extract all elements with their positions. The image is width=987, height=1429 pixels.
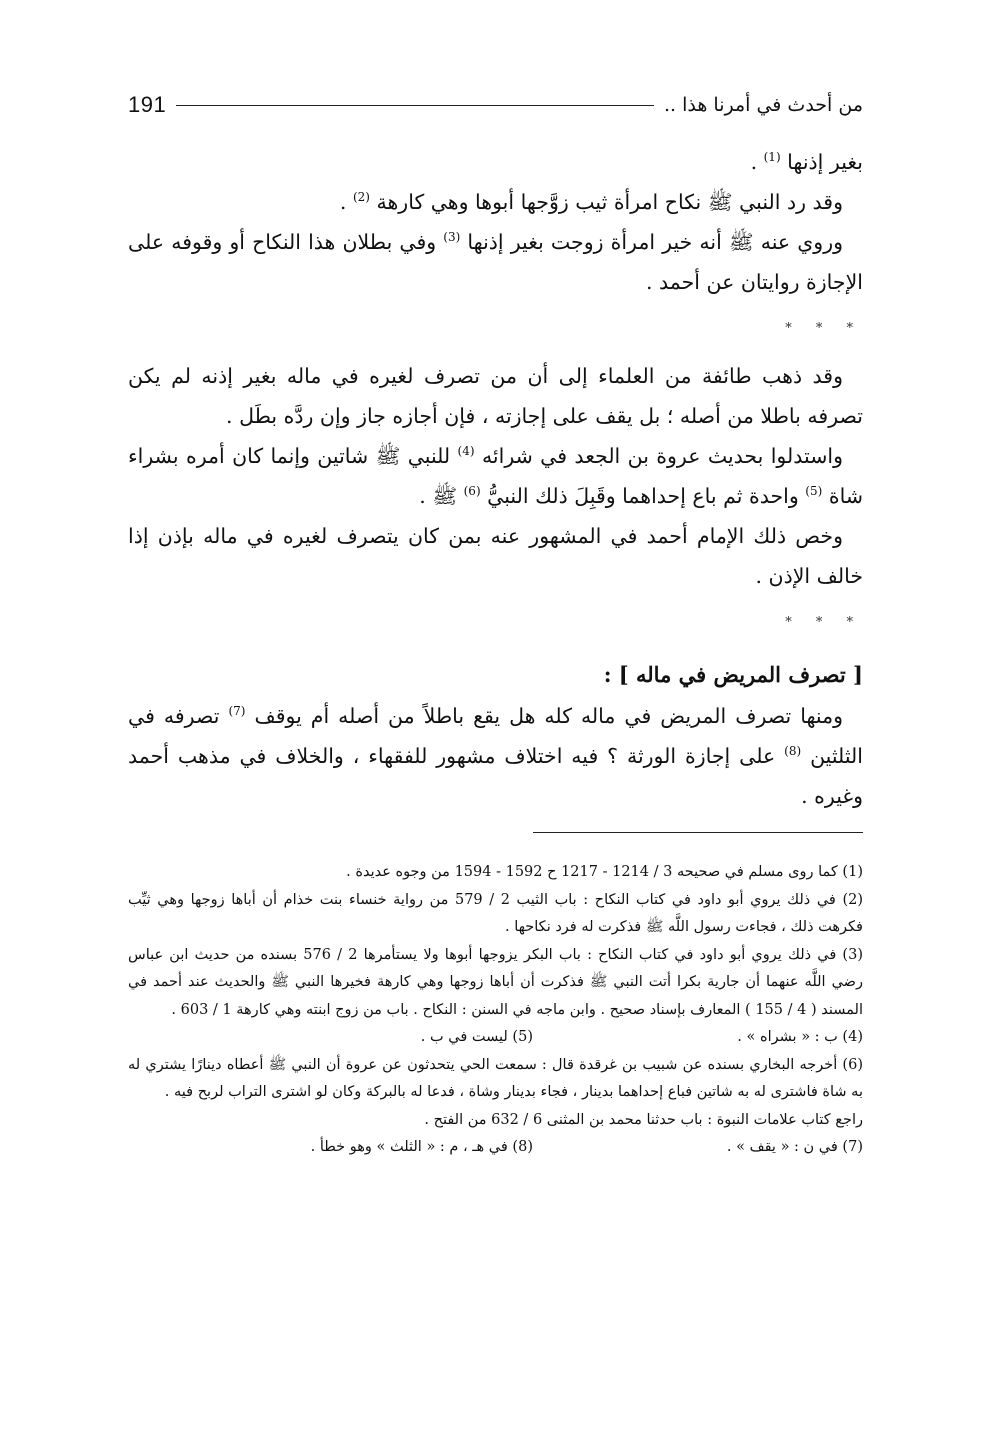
footnote-5: (5) ليست في ب .: [420, 1029, 533, 1045]
paragraph-6: وخص ذلك الإمام أحمد في المشهور عنه بمن كان يتصرف لغيره في ماله بإذن إذا خالف الإذن .: [128, 524, 863, 588]
footnotes: [128, 859, 863, 1162]
footnote-ref-3[interactable]: (3): [443, 230, 461, 245]
footnote-ref-7[interactable]: (7): [228, 704, 246, 719]
header-rule: [176, 105, 654, 106]
paragraph-5: واستدلوا بحديث عروة بن الجعد في شرائه $^{(4)}$ للنبي ﷺ شاتين وإنما كان أمره بشراء شاة $^{(5)}$ واحدة ثم باع إحداهما وقَبِلَ ذلك النبيُّ $^{(6)}$ ﷺ .: [128, 444, 863, 508]
footnote-ref-6[interactable]: (6): [463, 484, 481, 499]
footnote-7: (7) في ن : « يقف » .: [726, 1139, 863, 1155]
footnote-8: (8) في هـ ، م : « الثلث » وهو خطأ .: [310, 1139, 533, 1155]
footnote-row-4-5: [128, 1024, 863, 1052]
page-number: 191: [128, 92, 167, 117]
main-text: [128, 142, 863, 816]
section-separator-2: * * *: [785, 615, 863, 630]
footnote-1: (1) كما روى مسلم في صحيحه 3 / 1214 - 1217 ح 1592 - 1594 من وجوه عديدة .: [346, 864, 863, 880]
footnote-4: (4) ب : « بشراه » .: [737, 1029, 863, 1045]
footnote-separator: [533, 832, 863, 833]
footnote-2: (2) في ذلك يروي أبو داود في كتاب النكاح : باب الثيب 2 / 579 من رواية خنساء بنت خذام أن أباها زوجها وهي ثيِّب فكرهت ذلك ، فجاءت رسول اللَّه ﷺ فذكرت له فرد نكاحها .: [128, 891, 864, 935]
section-heading-title: تصرف المريض في ماله: [636, 662, 846, 687]
footnote-ref-4[interactable]: (4): [457, 444, 475, 459]
book-page: [128, 88, 863, 1162]
footnote-6: (6) أخرجه البخاري بسنده عن شبيب بن غرقدة قال : سمعت الحي يتحدثون عن عروة أن النبي ﷺ أعطاه دينارًا يشتري له به شاة فاشترى له به شاتين فباع إحداهما بدينار ، فجاء بدينار وشاة ، فدعا له بالبركة وكان لو اشترى التراب لربح فيه .: [128, 1056, 863, 1100]
paragraph-2: وقد رد النبي ﷺ نكاح امرأة ثيب زوَّجها أبوها وهي كارهة $^{(2)}$ .: [339, 190, 843, 214]
running-title: من أحدث في أمرنا هذا ..: [663, 94, 863, 116]
footnote-3: (3) في ذلك يروي أبو داود في كتاب النكاح : باب البكر يزوجها أبوها ولا يستأمرها 2 / 576 بسنده من حديث ابن عباس رضي اللَّه عنهما أن جارية بكرا أتت النبي ﷺ فذكرت أن أباها زوجها وهي كارهة فخيرها النبي ﷺ والحديث عند أحمد في المسند ( 4 / 155 ) المعارف بإسناد صحيح . وابن ماجه في السنن : النكاح . باب من زوج ابنته وهي كارهة 1 / 603 .: [128, 946, 863, 1018]
paragraph-1: بغير إذنها $^{(1)}$ .: [750, 150, 863, 174]
section-separator-1: * * *: [785, 321, 863, 336]
footnote-ref-8[interactable]: (8): [784, 744, 802, 759]
footnote-ref-1[interactable]: (1): [763, 150, 781, 165]
paragraph-3: وروي عنه ﷺ أنه خير امرأة زوجت بغير إذنها $^{(3)}$ وفي بطلان هذا النكاح أو وقوفه على الإجازة روايتان عن أحمد .: [128, 230, 863, 294]
footnote-ref-2[interactable]: (2): [352, 190, 370, 205]
footnote-ref-5[interactable]: (5): [805, 484, 823, 499]
footnote-6-reference: راجع كتاب علامات النبوة : باب حدثنا محمد بن المثنى 6 / 632 من الفتح .: [424, 1111, 863, 1128]
section-heading: [ تصرف المريض في ماله ] :: [603, 662, 863, 687]
paragraph-7: ومنها تصرف المريض في ماله كله هل يقع باطلاً من أصله أم يوقف $^{(7)}$ تصرفه في الثلثين $^{(8)}$ على إجازة الورثة ؟ فيه اختلاف مشهور للفقهاء ، والخلاف في مذهب أحمد وغيره .: [128, 704, 863, 808]
page-header: [128, 88, 863, 122]
footnote-row-7-8: [128, 1134, 863, 1162]
paragraph-4: وقد ذهب طائفة من العلماء إلى أن من تصرف لغيره في ماله بغير إذنه لم يكن تصرفه باطلا من أصله ؛ بل يقف على إجازته ، فإن أجازه جاز وإن ردَّه بطَل .: [128, 364, 863, 428]
